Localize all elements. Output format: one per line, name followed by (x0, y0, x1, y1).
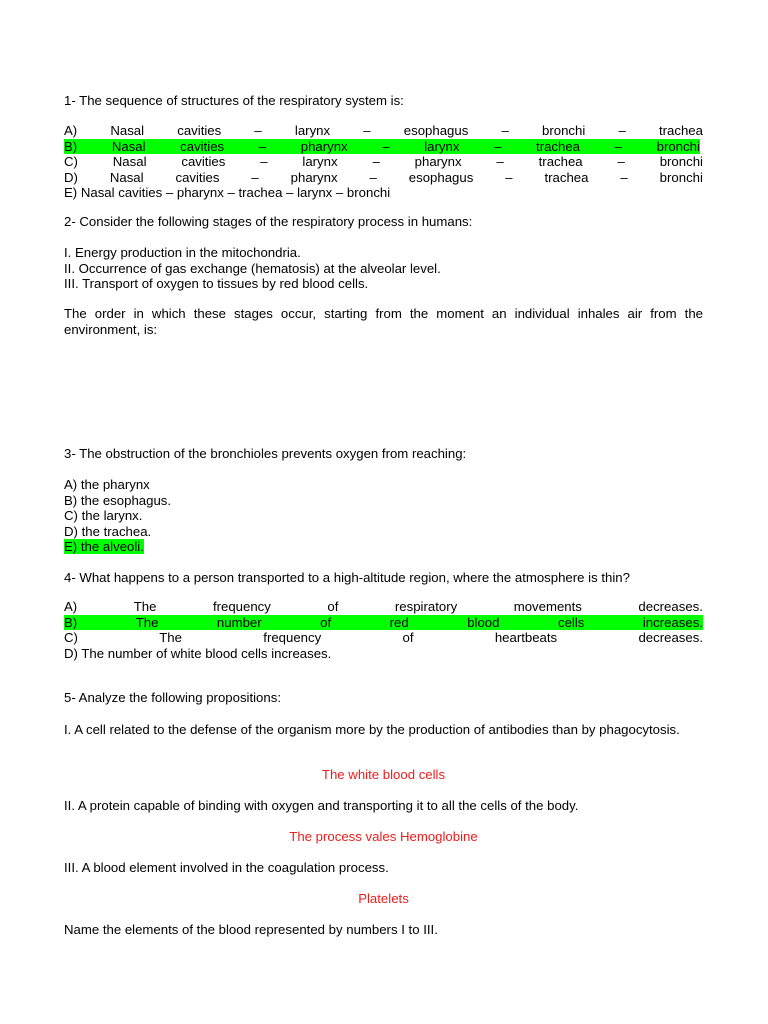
option-word: bronchi (659, 169, 703, 185)
option-word: decreases. (638, 599, 703, 614)
option-word: trachea (538, 154, 583, 169)
option-word: cavities (177, 123, 222, 138)
option-word: Nasal (109, 169, 144, 185)
option-letter: B) (64, 614, 78, 630)
option-word: of (327, 599, 339, 614)
option-letter: B) (64, 138, 78, 154)
option-word: – (501, 123, 509, 138)
option-word: – (251, 169, 259, 185)
question-4-option-a (64, 599, 703, 615)
option-word: pharynx (414, 154, 462, 169)
option-word: – (254, 123, 262, 138)
question-4-option-c (64, 630, 703, 646)
option-word: – (505, 169, 513, 185)
option-word: movements (513, 599, 582, 614)
question-4-title: 4- What happens to a person transported to a high-altitude region, where the atmosphere is thin? (64, 570, 630, 585)
option-word: decreases. (638, 630, 703, 645)
question-2-stage-1: I. Energy production in the mitochondria. (64, 245, 301, 260)
option-letter: C) (64, 630, 78, 645)
question-2-stage-3: III. Transport of oxygen to tissues by red blood cells. (64, 276, 369, 291)
option-word: – (617, 154, 625, 169)
option-word: – (369, 169, 377, 185)
question-1-option-c (64, 154, 703, 170)
option-word: respiratory (394, 599, 458, 614)
option-word: heartbeats (494, 630, 558, 645)
question-5-proposition-3: III. A blood element involved in the coagulation process. (64, 860, 389, 875)
option-word: larynx (302, 154, 338, 169)
option-word: – (260, 154, 268, 169)
option-word: pharynx (290, 169, 338, 185)
option-word: red (389, 614, 409, 630)
question-5-proposition-1: I. A cell related to the defense of the organism more by the production of antibodies than by phagocytosis. (64, 722, 680, 737)
option-word: bronchi (542, 123, 586, 138)
option-word: larynx (424, 138, 460, 154)
question-1-option-a (64, 123, 703, 139)
option-word: cells (557, 614, 585, 630)
question-5-answer-2: The process vales Hemoglobine (289, 829, 478, 844)
option-word: frequency (263, 630, 322, 645)
option-word: cavities (181, 154, 226, 169)
question-2-title: 2- Consider the following stages of the respiratory process in humans: (64, 214, 473, 229)
option-word: trachea (536, 138, 581, 154)
option-word: – (363, 123, 371, 138)
option-word: frequency (212, 599, 271, 614)
option-word: increases. (642, 614, 703, 630)
option-word: bronchi (656, 138, 700, 154)
option-word: The (159, 630, 182, 645)
option-word: bronchi (659, 154, 703, 169)
question-1-title: 1- The sequence of structures of the respiratory system is: (64, 93, 404, 108)
question-3-option-b: B) the esophagus. (64, 492, 172, 508)
answer-highlight: E) the alveoli. (64, 539, 144, 554)
option-word: trachea (658, 123, 703, 138)
option-word: cavities (180, 138, 225, 154)
option-word: – (372, 154, 380, 169)
option-word: – (494, 138, 502, 154)
option-word: cavities (175, 169, 220, 185)
option-word: number (216, 614, 262, 630)
option-word: – (382, 138, 390, 154)
option-word: of (320, 614, 332, 630)
option-word: larynx (294, 123, 331, 138)
option-letter: A) (64, 123, 78, 138)
option-word: blood (467, 614, 500, 630)
option-letter: D) (64, 169, 78, 185)
option-word: – (258, 138, 267, 154)
question-5-title: 5- Analyze the following propositions: (64, 690, 281, 705)
question-5-prompt: Name the elements of the blood represented by numbers I to III. (64, 922, 438, 937)
option-word: – (618, 123, 626, 138)
question-3-option-a: A) the pharynx (64, 477, 150, 492)
option-letter: A) (64, 599, 78, 614)
option-word: Nasal (111, 138, 146, 154)
option-word: Nasal (110, 123, 145, 138)
question-4-option-b-highlighted (64, 615, 703, 631)
option-word: esophagus (408, 169, 474, 185)
option-word: esophagus (403, 123, 469, 138)
question-3-option-c: C) the larynx. (64, 508, 143, 523)
option-word: trachea (544, 169, 589, 185)
question-5-answer-3: Platelets (358, 891, 409, 906)
question-5-answer-1: The white blood cells (321, 767, 446, 782)
option-word: – (614, 138, 622, 154)
question-1-option-d (64, 170, 703, 186)
question-4-option-d: D) The number of white blood cells increases. (64, 645, 332, 661)
option-word: pharynx (300, 138, 348, 154)
question-2-stage-2: II. Occurrence of gas exchange (hematosis) at the alveolar level. (64, 260, 441, 276)
option-word: Nasal (112, 154, 147, 169)
option-word: – (496, 154, 504, 169)
question-3-title: 3- The obstruction of the bronchioles prevents oxygen from reaching: (64, 446, 467, 461)
question-3-option-d: D) the trachea. (64, 523, 152, 539)
question-1-option-e: E) Nasal cavities – pharynx – trachea – larynx – bronchi (64, 185, 391, 200)
question-5-proposition-2: II. A protein capable of binding with oxygen and transporting it to all the cells of the body. (64, 798, 579, 813)
question-3-option-e-highlighted (64, 539, 144, 555)
option-word: of (402, 630, 414, 645)
option-word: The (133, 599, 157, 614)
option-word: The (135, 614, 159, 630)
question-2-prompt: The order in which these stages occur, starting from the moment an individual inhales air from the environment, is: (64, 306, 703, 337)
question-1-option-b-highlighted (64, 139, 700, 155)
option-letter: C) (64, 154, 78, 169)
option-word: – (620, 169, 628, 185)
